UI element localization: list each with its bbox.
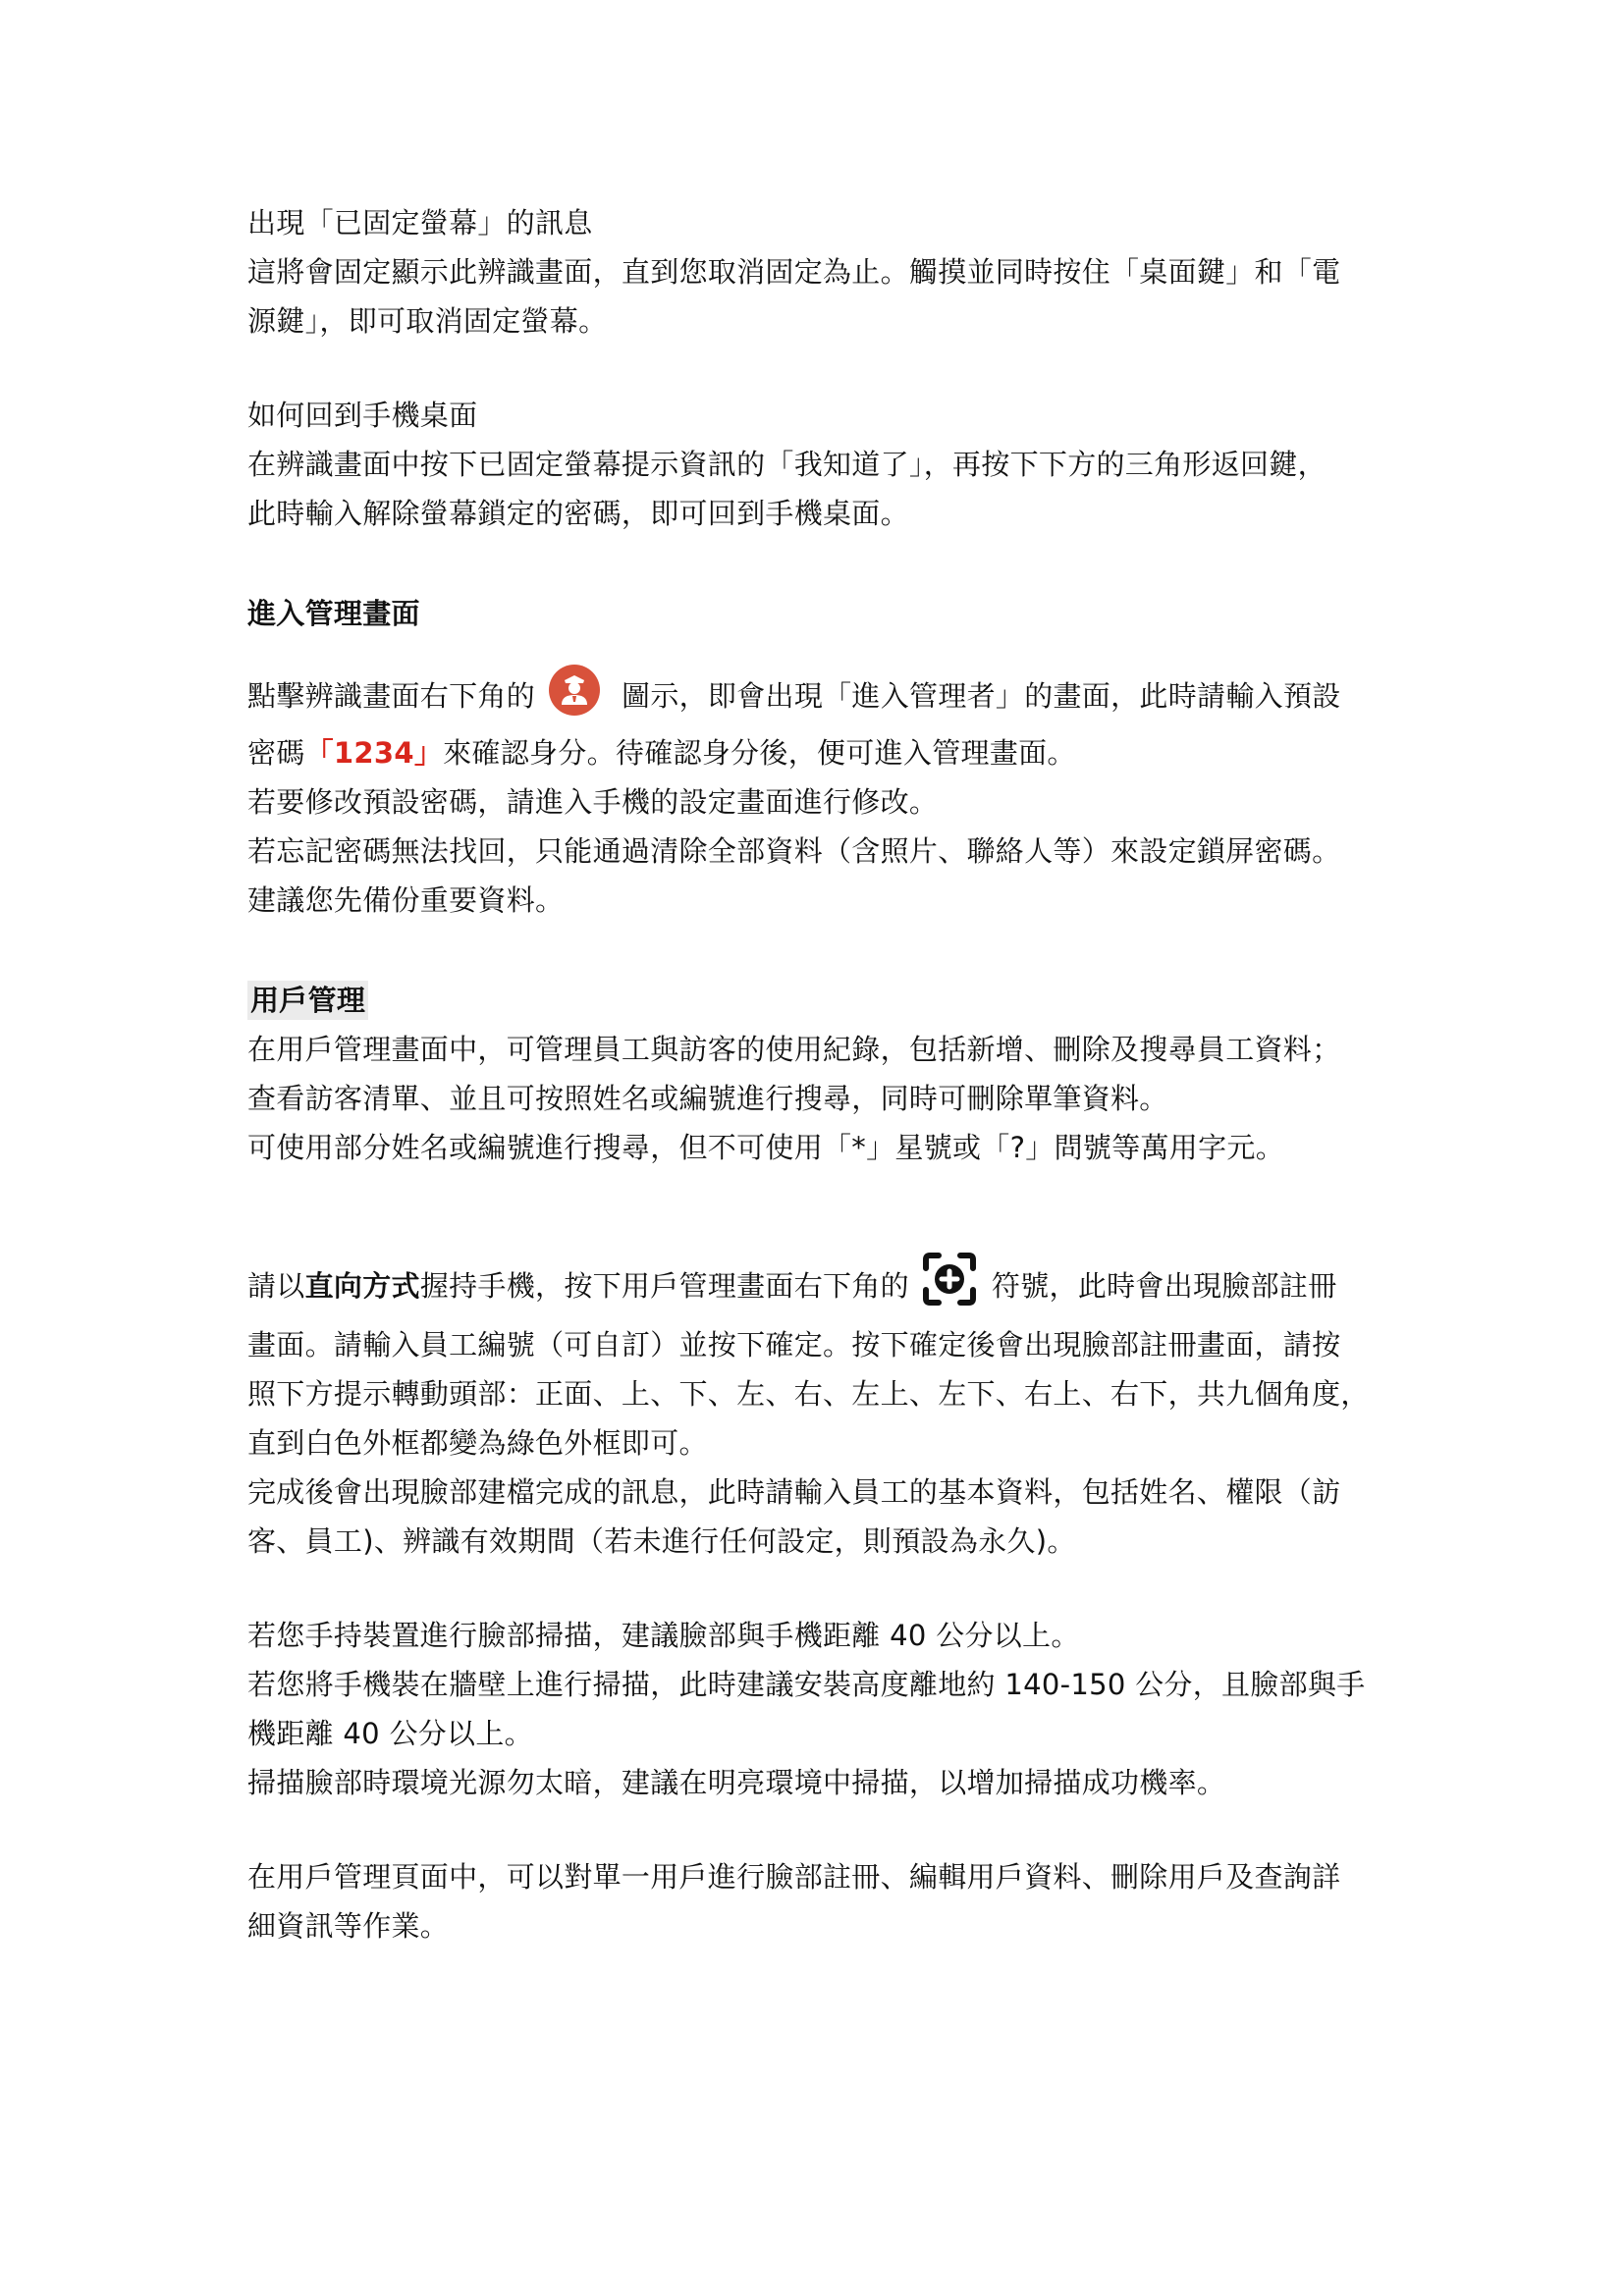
home-title: 如何回到手機桌面 bbox=[247, 399, 478, 432]
pinned-text-2: 源鍵」，即可取消固定螢幕。 bbox=[247, 304, 608, 338]
users-text-3: 可使用部分姓名或編號進行搜尋，但不可使用「*」星號或「?」問號等萬用字元。 bbox=[247, 1131, 1284, 1164]
home-text-1: 在辨識畫面中按下已固定螢幕提示資訊的「我知道了」，再按下下方的三角形返回鍵， bbox=[247, 448, 1326, 481]
page-ops-text-1: 在用戶管理頁面中，可以對單一用戶進行臉部註冊、編輯用戶資料、刪除用戶及查詢詳 bbox=[247, 1860, 1341, 1894]
admin-officer-icon bbox=[549, 665, 600, 716]
register-text-2: 畫面。請輸入員工編號（可自訂）並按下確定。按下確定後會出現臉部註冊畫面，請按 bbox=[247, 1328, 1341, 1362]
admin-text-5: 建議您先備份重要資料。 bbox=[247, 883, 565, 917]
add-face-plus-icon bbox=[921, 1251, 978, 1308]
admin-text-3: 若要修改預設密碼，請進入手機的設定畫面進行修改。 bbox=[247, 785, 939, 819]
scan-text-4: 掃描臉部時環境光源勿太暗，建議在明亮環境中掃描，以增加掃描成功機率。 bbox=[247, 1766, 1226, 1799]
register-text-6: 客、員工)、辨識有效期間（若未進行任何設定，則預設為永久)。 bbox=[247, 1524, 1076, 1558]
register-text-5: 完成後會出現臉部建檔完成的訊息，此時請輸入員工的基本資料，包括姓名、權限（訪 bbox=[247, 1475, 1341, 1509]
register-text-4: 直到白色外框都變為綠色外框即可。 bbox=[247, 1426, 708, 1460]
admin-heading: 進入管理畫面 bbox=[247, 597, 420, 630]
document-body bbox=[247, 198, 1391, 1950]
scan-text-3: 機距離 40 公分以上。 bbox=[247, 1717, 533, 1750]
default-password: 「1234」 bbox=[304, 736, 444, 770]
users-text-1: 在用戶管理畫面中，可管理員工與訪客的使用紀錄，包括新增、刪除及搜尋員工資料； bbox=[247, 1033, 1341, 1066]
admin-text-1: 點擊辨識畫面右下角的 圖示，即會出現「進入管理者」的畫面，此時請輸入預設 bbox=[247, 664, 1391, 728]
scan-text-2: 若您將手機裝在牆壁上進行掃描，此時建議安裝高度離地約 140-150 公分，且臉部與手 bbox=[247, 1668, 1366, 1701]
register-text-1: 請以直向方式握持手機，按下用戶管理畫面右下角的 符號，此時會出現臉部註冊 bbox=[247, 1251, 1391, 1320]
pinned-title: 出現「已固定螢幕」的訊息 bbox=[247, 206, 593, 240]
pinned-text-1: 這將會固定顯示此辨識畫面，直到您取消固定為止。觸摸並同時按住「桌面鍵」和「電 bbox=[247, 255, 1341, 289]
admin-text-4: 若忘記密碼無法找回，只能通過清除全部資料（含照片、聯絡人等）來設定鎖屏密碼。 bbox=[247, 834, 1341, 868]
register-text-3: 照下方提示轉動頭部：正面、上、下、左、右、左上、左下、右上、右下，共九個角度， bbox=[247, 1377, 1370, 1411]
page-ops-text-2: 細資訊等作業。 bbox=[247, 1909, 450, 1943]
scan-text-1: 若您手持裝置進行臉部掃描，建議臉部與手機距離 40 公分以上。 bbox=[247, 1619, 1080, 1652]
admin-text-2: 密碼「1234」來確認身分。待確認身分後，便可進入管理畫面。 bbox=[247, 736, 1076, 770]
users-heading: 用戶管理 bbox=[247, 976, 1391, 1025]
users-text-2: 查看訪客清單、並且可按照姓名或編號進行搜尋，同時可刪除單筆資料。 bbox=[247, 1082, 1168, 1115]
home-text-2: 此時輸入解除螢幕鎖定的密碼，即可回到手機桌面。 bbox=[247, 497, 909, 530]
